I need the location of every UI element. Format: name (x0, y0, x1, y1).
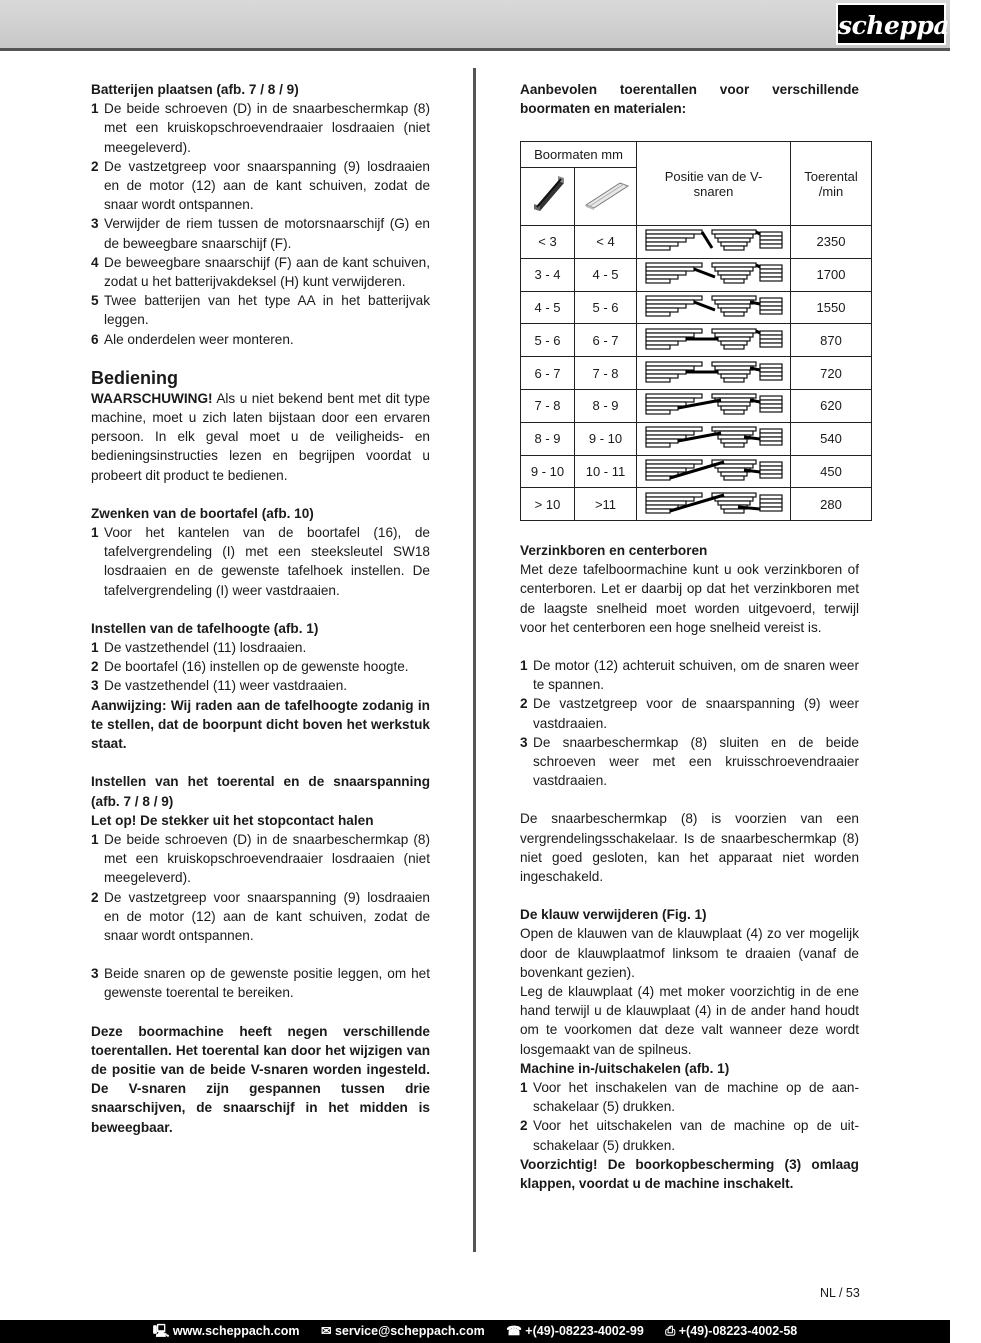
wood-size-cell: >11 (575, 488, 637, 521)
table-title: Aanbevolen toerentallen voor verschillende boormaten en materialen: (520, 82, 859, 117)
list-item (91, 157, 430, 215)
table-row (521, 258, 872, 291)
belt-position-diagram (644, 261, 784, 285)
belt-position-diagram (644, 425, 784, 449)
list-number: 3 (91, 216, 99, 232)
steel-size-cell: 4 - 5 (521, 291, 575, 324)
footer-web[interactable]: 🖳 www.scheppach.com (152, 1324, 300, 1338)
steel-size-cell: 5 - 6 (521, 324, 575, 357)
table-row (521, 455, 872, 488)
list-number: 6 (91, 331, 99, 347)
list-text: De vastzethendel (11) losdraaien. (104, 640, 307, 656)
sink-text: Met deze tafelboormachine kunt u ook verzinkboren of centerboren. Let er daarbij op dat het verzinkboren met de laagste snelheid moet worden uitgevoerd, terwijl voor het centerboren een hoge snelheid vereist is. (520, 562, 859, 635)
belt-position-diagram (644, 327, 784, 351)
switch-steps (520, 1078, 859, 1155)
steel-size-cell: > 10 (521, 488, 575, 521)
table-row (521, 357, 872, 390)
list-number: 2 (520, 696, 528, 712)
tilt-steps (91, 523, 430, 600)
footer-phone[interactable]: ☎ +(49)-08223-4002-99 (506, 1324, 644, 1338)
belt-position-diagram (644, 228, 784, 252)
belt-cell (637, 389, 791, 422)
list-item (520, 1116, 859, 1154)
table-row (521, 324, 872, 357)
head-belt-position: Positie van de V-snaren (637, 142, 791, 226)
list-text: De beide schroeven (D) in de snaarbeschermkap (8) met een kruiskopschroevendraaier losdraaien (niet meegeleverd). (104, 831, 430, 886)
belt-cell (637, 324, 791, 357)
list-item (91, 888, 430, 946)
list-text: De vastzetgreep voor snaarspanning (9) losdraaien en de motor (12) aan de kant schuiven, zodat de snaar wordt ontspannen. (104, 158, 430, 213)
wood-size-cell: 9 - 10 (575, 422, 637, 455)
list-number: 5 (91, 293, 99, 309)
warning-label: WAARSCHUWING! (91, 390, 213, 406)
belt-position-diagram (644, 360, 784, 384)
jaw-title: De klauw verwijderen (Fig. 1) (520, 907, 707, 923)
belt-position-diagram (644, 458, 784, 482)
list-number: 1 (520, 1080, 528, 1096)
rpm-cell: 1700 (791, 258, 872, 291)
list-text: Ale onderdelen weer monteren. (104, 331, 294, 347)
list-text: De motor (12) achteruit schuiven, om de snaren weer te spannen. (533, 658, 859, 693)
wood-size-cell: < 4 (575, 226, 637, 259)
list-number: 1 (91, 101, 99, 117)
height-steps (91, 638, 430, 696)
list-item (91, 830, 430, 888)
rpm-cell: 540 (791, 422, 872, 455)
list-item (91, 676, 430, 695)
table-row (521, 389, 872, 422)
list-item (91, 214, 430, 252)
switch-note: Voorzichtig! De boorkopbescherming (3) omlaag klappen, voordat u de machine inschakelt. (520, 1156, 859, 1192)
list-number: 2 (91, 889, 99, 905)
left-column (91, 80, 430, 1137)
table-row (521, 291, 872, 324)
tilt-title: Zwenken van de boortafel (afb. 10) (91, 505, 314, 521)
table-row (521, 488, 872, 521)
list-number: 2 (91, 158, 99, 174)
head-speed: Toerental /min (791, 142, 872, 226)
rpm-cell: 620 (791, 389, 872, 422)
height-title: Instellen van de tafelhoogte (afb. 1) (91, 620, 319, 636)
table-row (521, 422, 872, 455)
sink-steps (520, 656, 859, 790)
steel-beam-icon (528, 175, 568, 215)
list-text: Twee batterijen van het type AA in het batterijvak leggen. (104, 293, 430, 328)
switch-title: Machine in-/uitschakelen (afb. 1) (520, 1060, 730, 1076)
rpm-cell: 2350 (791, 226, 872, 259)
list-number: 4 (91, 254, 99, 270)
speed-info: Deze boormachine heeft negen verschillende toerentallen. Het toerental kan door het wijzigen van de positie van de beide V-snaren worden ingesteld. De V-snaren zijn gespannen tussen drie snaarschijven, de snaarschijf in het midden is beweegbaar. (91, 1023, 430, 1135)
list-text: De beide schroeven (D) in de snaarbeschermkap (8) met een kruiskopschroevendraaier losdraaien (niet meegeleverd). (104, 101, 430, 155)
header-bar (0, 0, 981, 51)
belt-position-diagram (644, 294, 784, 318)
footer-bar (0, 1320, 950, 1343)
list-item (91, 291, 430, 329)
wood-size-cell: 5 - 6 (575, 291, 637, 324)
right-column-lower (520, 541, 859, 1193)
list-text: De vastzetgreep voor de snaarspanning (9) weer vastdraaien. (533, 696, 859, 731)
list-item (91, 253, 430, 291)
list-text: De snaarbeschermkap (8) sluiten en de beide schroeven weer met een kruisschroevendraaier vastdraaien. (533, 734, 859, 789)
list-number: 2 (91, 659, 99, 675)
steel-size-cell: 3 - 4 (521, 258, 575, 291)
belt-cell (637, 422, 791, 455)
list-item (520, 1078, 859, 1116)
list-item (91, 657, 430, 676)
list-text: De boortafel (16) instellen op de gewenste hoogte. (104, 659, 409, 675)
list-number: 3 (91, 678, 99, 694)
list-text: Voor het inschakelen van de machine op de aan-schakelaar (5) drukken. (533, 1080, 859, 1115)
head-drill-size: Boormaten mm (521, 142, 637, 168)
steel-size-cell: 6 - 7 (521, 357, 575, 390)
wood-icon-cell (575, 168, 637, 226)
height-note: Aanwijzing: Wij raden aan de tafelhoogte zodanig in te stellen, dat de boorpunt dicht boven het werkstuk staat. (91, 697, 430, 752)
warning-text: Als u niet bekend bent met dit type machine, moet u zich laten bijstaan door een ervaren persoon. In elk geval moet u de veiligheids- en bedieningsinstructies lezen en begrijpen voordat u probeert dit product te bedienen. (91, 390, 430, 483)
list-item (91, 523, 430, 600)
belt-cell (637, 488, 791, 521)
steel-size-cell: < 3 (521, 226, 575, 259)
table-row (521, 226, 872, 259)
belt-position-diagram (644, 392, 784, 416)
wood-size-cell: 4 - 5 (575, 258, 637, 291)
list-text: De vastzetgreep voor snaarspanning (9) losdraaien en de motor (12) aan de kant schuiven, zodat de snaar wordt ontspannen. (104, 889, 430, 943)
steel-size-cell: 8 - 9 (521, 422, 575, 455)
list-number: 2 (520, 1118, 528, 1134)
rpm-cell: 720 (791, 357, 872, 390)
steel-size-cell: 7 - 8 (521, 389, 575, 422)
wood-size-cell: 6 - 7 (575, 324, 637, 357)
belt-cell (637, 291, 791, 324)
operation-title: Bediening (91, 367, 179, 388)
list-text: De vastzethendel (11) weer vastdraaien. (104, 678, 348, 694)
list-text: De beweegbare snaarschijf (F) aan de kant schuiven, zodat u het batterijvakdeksel (H) kunt verwijderen. (104, 254, 430, 290)
list-item (520, 733, 859, 791)
list-number: 3 (91, 966, 99, 982)
list-text: Beide snaren op de gewenste positie leggen, om het gewenste toerental te bereiken. (104, 966, 430, 1001)
list-number: 1 (520, 658, 528, 674)
steel-icon-cell (521, 168, 575, 226)
jaw-text-1: Open de klauwen van de klauwplaat (4) zo ver mogelijk door de klauwplaatmof linksom te draaien (vanaf de bovenkant gezien). (520, 926, 859, 980)
rpm-cell: 280 (791, 488, 872, 521)
speed-title: Instellen van het toerental en de snaarspanning (afb. 7 / 8 / 9) (91, 774, 430, 809)
list-number: 3 (520, 734, 528, 750)
belt-cell (637, 258, 791, 291)
scheppach-logo: scheppach (836, 3, 946, 45)
list-item (91, 638, 430, 657)
speed-table (520, 141, 872, 521)
battery-title: Batterijen plaatsen (afb. 7 / 8 / 9) (91, 82, 299, 97)
steel-size-cell: 9 - 10 (521, 455, 575, 488)
rpm-cell: 870 (791, 324, 872, 357)
rpm-cell: 1550 (791, 291, 872, 324)
belt-cell (637, 226, 791, 259)
belt-position-diagram (644, 491, 784, 515)
right-column (520, 80, 859, 118)
list-number: 1 (91, 525, 99, 541)
list-item (91, 964, 430, 1002)
list-text: Voor het uitschakelen van de machine op de uit-schakelaar (5) drukken. (533, 1118, 859, 1153)
wood-size-cell: 8 - 9 (575, 389, 637, 422)
warning-paragraph (91, 389, 430, 485)
speed-warning: Let op! De stekker uit het stopcontact halen (91, 812, 374, 828)
speed-steps-a (91, 830, 430, 945)
sink-title: Verzinkboren en centerboren (520, 543, 708, 558)
footer-mail[interactable]: ✉ service@scheppach.com (321, 1324, 485, 1338)
wood-size-cell: 10 - 11 (575, 455, 637, 488)
list-number: 1 (91, 831, 99, 847)
list-text: Verwijder de riem tussen de motorsnaarschijf (G) en de beweegbare snaarschijf (F). (104, 216, 430, 251)
list-text: Voor het kantelen van de boortafel (16), de tafelvergrendeling (I) met een steeksleutel SW18 losdraaien en de gewenste tafelhoek instellen. De tafelvergrendeling (I) weer vastdraaien. (104, 525, 430, 598)
list-item (91, 330, 430, 349)
belt-cell (637, 357, 791, 390)
list-item (91, 99, 430, 157)
list-item (520, 694, 859, 732)
list-number: 1 (91, 640, 99, 656)
jaw-text-2: Leg de klauwplaat (4) met moker voorzichtig in de ene hand terwijl u de klauwplaat (4) in de ander hand houdt om te voorkomen dat deze valt wanneer deze wordt losgemaakt van de spilneus. (520, 984, 859, 1057)
list-item (520, 656, 859, 694)
wood-size-cell: 7 - 8 (575, 357, 637, 390)
battery-steps (91, 99, 430, 349)
rpm-cell: 450 (791, 455, 872, 488)
footer-fax[interactable]: ⎙ +(49)-08223-4002-58 (665, 1324, 798, 1338)
speed-steps-b (91, 964, 430, 1002)
guard-text: De snaarbeschermkap (8) is voorzien van een vergrendelingsschakelaar. Is de snaarbeschermkap (8) niet goed gesloten, kan het apparaat niet worden ingeschakeld. (520, 811, 859, 885)
wood-plank-icon (580, 175, 632, 215)
column-divider (473, 68, 476, 1252)
page-number: NL / 53 (820, 1286, 860, 1300)
belt-cell (637, 455, 791, 488)
